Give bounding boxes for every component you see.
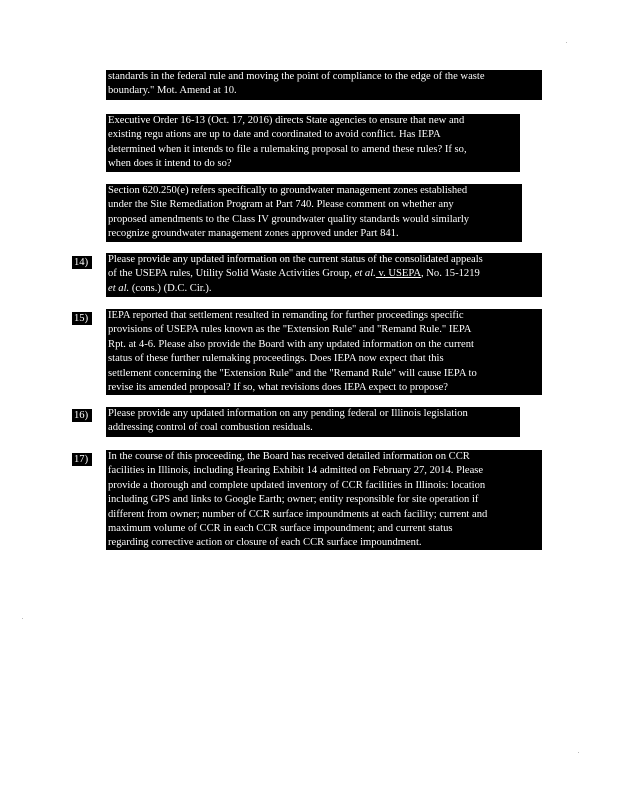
- item-17-text: [106, 450, 542, 550]
- text-line: maximum volume of CCR in each CCR surface impoundment; and current status: [108, 523, 453, 535]
- text-line: Section 620.250(e) refers specifically to groundwater management zones established: [108, 185, 468, 196]
- text-line: existing regu ations are up to date and coordinated to avoid conflict. Has IEPA: [108, 129, 441, 141]
- item-16-text: [106, 407, 520, 437]
- text-segment: , No. 15-1219: [420, 268, 480, 280]
- paragraph-continuation: [106, 70, 542, 100]
- item-number: 14): [72, 256, 92, 269]
- text-line: regarding corrective action or closure of each CCR surface impoundment.: [108, 537, 422, 549]
- paragraph-executive-order: [106, 114, 520, 172]
- scan-speck: [566, 42, 567, 43]
- item-15-text: [106, 309, 542, 395]
- text-line: facilities in Illinois, including Hearing Exhibit 14 admitted on February 27, 2014. Please: [108, 465, 484, 477]
- text-segment: of the USEPA rules, Utility Solid Waste Activities Group,: [108, 268, 355, 280]
- text-line: IEPA reported that settlement resulted in remanding for further proceedings specific: [108, 310, 464, 321]
- text-line: determined when it intends to file a rulemaking proposal to amend these rules? If so,: [108, 143, 467, 155]
- paragraph-section-620: [106, 184, 522, 242]
- scan-speck: [578, 752, 579, 753]
- text-line: Please provide any updated information on any pending federal or Illinois legislation: [108, 408, 468, 419]
- text-line: In the course of this proceeding, the Board has received detailed information on CCR: [108, 451, 470, 462]
- text-line: proposed amendments to the Class IV groundwater quality standards would similarly: [108, 213, 470, 225]
- text-segment: (cons.) (D.C. Cir.).: [129, 282, 212, 294]
- text-line: status of these further rulemaking proceedings. Does IEPA now expect that this: [108, 353, 444, 365]
- text-segment-italic: et al.: [354, 268, 376, 280]
- text-line: [108, 267, 540, 281]
- text-line: settlement concerning the "Extension Rule" and the "Remand Rule" will cause IEPA to: [108, 367, 477, 379]
- text-line: Please provide any updated information on the current status of the consolidated appeals: [108, 254, 483, 265]
- text-line: Executive Order 16-13 (Oct. 17, 2016) directs State agencies to ensure that new and: [108, 115, 465, 126]
- case-citation: v. USEPA: [375, 268, 421, 280]
- text-line: addressing control of coal combustion residuals.: [108, 422, 313, 434]
- item-14-text: [106, 253, 542, 297]
- text-line: recognize groundwater management zones approved under Part 841.: [108, 228, 399, 240]
- text-line: boundary." Mot. Amend at 10.: [108, 85, 237, 97]
- text-line: provide a thorough and complete updated inventory of CCR facilities in Illinois: location: [108, 479, 486, 491]
- text-line: provisions of USEPA rules known as the "Extension Rule" and "Remand Rule." IEPA: [108, 324, 472, 336]
- scan-speck: [22, 618, 23, 619]
- text-line: different from owner; number of CCR surface impoundments at each facility; current and: [108, 508, 488, 520]
- text-line: revise its amended proposal? If so, what revisions does IEPA expect to propose?: [108, 382, 449, 394]
- item-number: 15): [72, 312, 92, 325]
- text-line: Rpt. at 4-6. Please also provide the Board with any updated information on the current: [108, 338, 474, 350]
- text-segment-italic: et al.: [108, 282, 130, 294]
- text-line: [108, 282, 540, 296]
- item-number: 17): [72, 453, 92, 466]
- item-number: 16): [72, 409, 92, 422]
- text-line: standards in the federal rule and moving the point of compliance to the edge of the waste: [108, 71, 485, 82]
- text-line: under the Site Remediation Program at Part 740. Please comment on whether any: [108, 199, 454, 211]
- text-line: when does it intend to do so?: [108, 158, 232, 170]
- text-line: including GPS and links to Google Earth; owner; entity responsible for site operation if: [108, 494, 479, 506]
